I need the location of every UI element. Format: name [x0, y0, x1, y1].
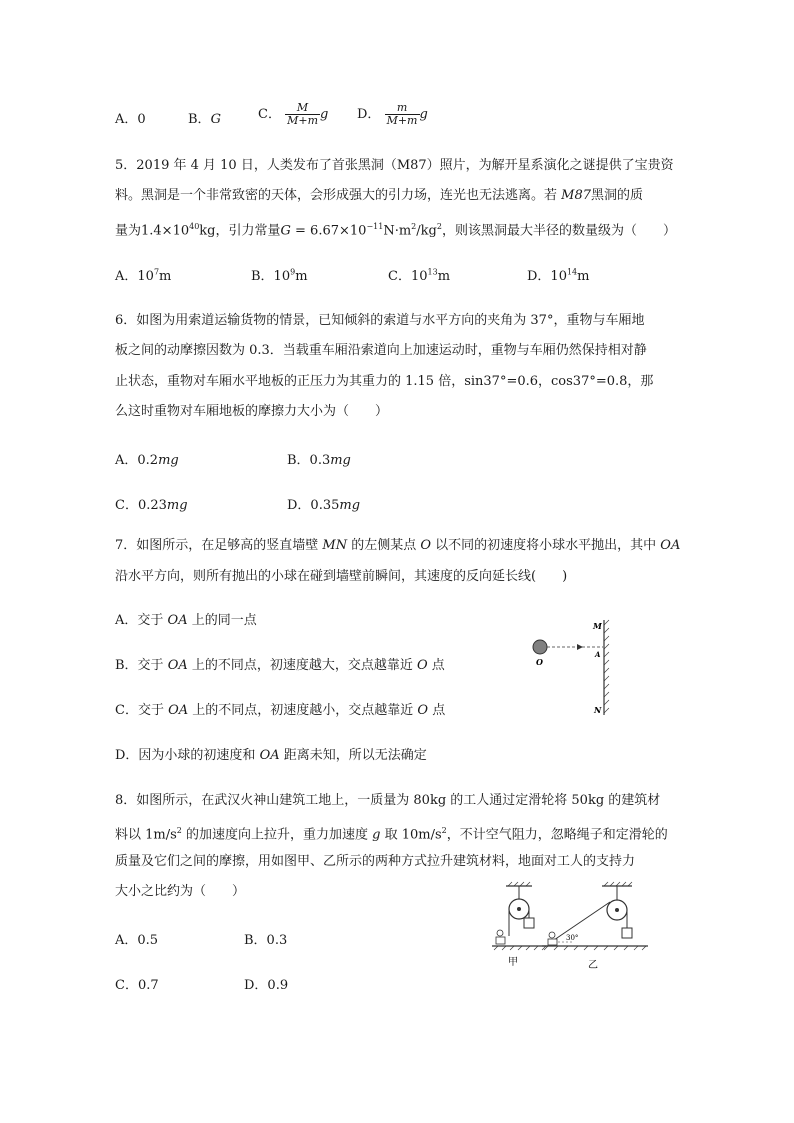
q8-label-yi: 乙: [588, 960, 598, 971]
q4-option-d: D． $\frac{m}{M+m}$ g: [357, 101, 428, 127]
q7-label-n: N: [594, 705, 602, 715]
q6-option-d: D．0.35mg: [287, 498, 361, 513]
q6-option-c: C．0.23mg: [115, 498, 188, 513]
q8-yi-load-box: [622, 928, 632, 938]
q8-option-a: A．0.5: [115, 933, 159, 948]
q8-option-b: B．0.3: [244, 933, 288, 948]
q6-stem-line-4: 么这时重物对车厢地板的摩擦力大小为（ ）: [115, 404, 389, 419]
q4-option-c: C． $\frac{M}{M+m}$ g: [258, 101, 329, 127]
q8-option-c: C．0.7: [115, 978, 159, 993]
q7-option-b: B．交于 OA 上的不同点，初速度越大，交点越靠近 O 点: [115, 658, 445, 673]
q4-option-c-fraction: $\frac{M}{M+m}$: [287, 101, 319, 127]
q8-stem-line-3: 质量及它们之间的摩擦，用如图甲、乙所示的两种方式拉升建筑材料，地面对工人的支持力: [115, 854, 636, 869]
q5-option-d: D．$10^{14}m$: [527, 267, 590, 284]
q8-stem-line-1: 8．如图所示，在武汉火神山建筑工地上，一质量为 80kg 的工人通过定滑轮将 50kg 的建筑材: [115, 793, 661, 808]
q5-stem-line-1: 5．2019 年 4 月 10 日，人类发布了首张黑洞（M87）照片，为解开星系演化之谜提供了宝贵资: [115, 158, 674, 173]
q6-option-a: A．0.2mg: [115, 453, 179, 468]
q8-stem-line-2: 料以 $1m/s^2$ 的加速度向上拉升，重力加速度 g 取 $10m/s^2$，不计空气阻力，忽略绳子和定滑轮的: [115, 826, 668, 843]
q5-stem-line-3: 量为$1.4\times 10^{40}kg$，引力常量$G = 6.67\times 10^{-11}N\cdot m^2/kg^2$，则该黑洞最大半径的数量级为（ ）: [115, 222, 676, 239]
q6-stem-line-1: 6．如图为用索道运输货物的情景，已知倾斜的索道与水平方向的夹角为 37°，重物与车厢地: [115, 313, 645, 328]
q8-yi-angle-label: 30°: [566, 934, 579, 942]
q6-stem-line-2: 板之间的动摩擦因数为 0.3．当载重车厢沿索道向上加速运动时，重物与车厢仍然保持相对静: [115, 343, 647, 358]
q7-label-m: M: [593, 621, 602, 631]
q6-stem-line-3: 止状态，重物对车厢水平地板的正压力为其重力的 1.15 倍，sin37°=0.6，cos37°=0.8，那: [115, 374, 654, 389]
q5-option-b: B．$10^9m$: [251, 267, 308, 284]
q5-option-a: A．$10^7m$: [115, 267, 172, 284]
q7-label-a: A: [595, 650, 601, 659]
q8-jia-worker-body: [496, 937, 505, 944]
q8-option-d: D．0.9: [244, 978, 289, 993]
q4-option-b: B．G: [188, 112, 221, 127]
q4-option-a: A．0: [115, 112, 146, 127]
q8-yi-worker-head: [549, 932, 555, 938]
q7-option-a: A．交于 OA 上的同一点: [115, 613, 257, 628]
q4-option-d-fraction: $\frac{m}{M+m}$: [386, 101, 418, 127]
q8-jia-load-box: [524, 918, 534, 928]
q7-stem-line-2: 沿水平方向，则所有抛出的小球在碰到墙壁前瞬间，其速度的反向延长线( ): [115, 569, 568, 584]
q6-option-b: B．0.3mg: [287, 453, 351, 468]
q8-yi-worker-body: [548, 939, 557, 945]
q7-option-d: D．因为小球的初速度和 OA 距离未知，所以无法确定: [115, 748, 427, 763]
q7-option-c: C．交于 OA 上的不同点，初速度越小，交点越靠近 O 点: [115, 703, 446, 718]
q8-jia-worker-head: [497, 930, 503, 936]
q8-label-jia: 甲: [508, 957, 518, 968]
q8-stem-line-4: 大小之比约为（ ）: [115, 884, 246, 899]
q7-label-o: O: [536, 657, 543, 667]
q7-figure: [525, 615, 615, 720]
q7-ball: [533, 640, 547, 654]
q5-option-c: C．$10^{13}m$: [388, 267, 451, 284]
q8-figure-yi: [540, 880, 650, 975]
q7-stem-line-1: 7．如图所示，在足够高的竖直墙壁 MN 的左侧某点 O 以不同的初速度将小球水平抛出，其中 OA: [115, 538, 681, 553]
q8-yi-rope-slanted: [554, 902, 610, 940]
q7-wall-hatching: [604, 620, 609, 713]
q7-velocity-arrow: [577, 644, 583, 650]
q5-stem-line-2: 料。黑洞是一个非常致密的天体，会形成强大的引力场，连光也无法逃离。若 M87黑洞的质: [115, 188, 644, 203]
